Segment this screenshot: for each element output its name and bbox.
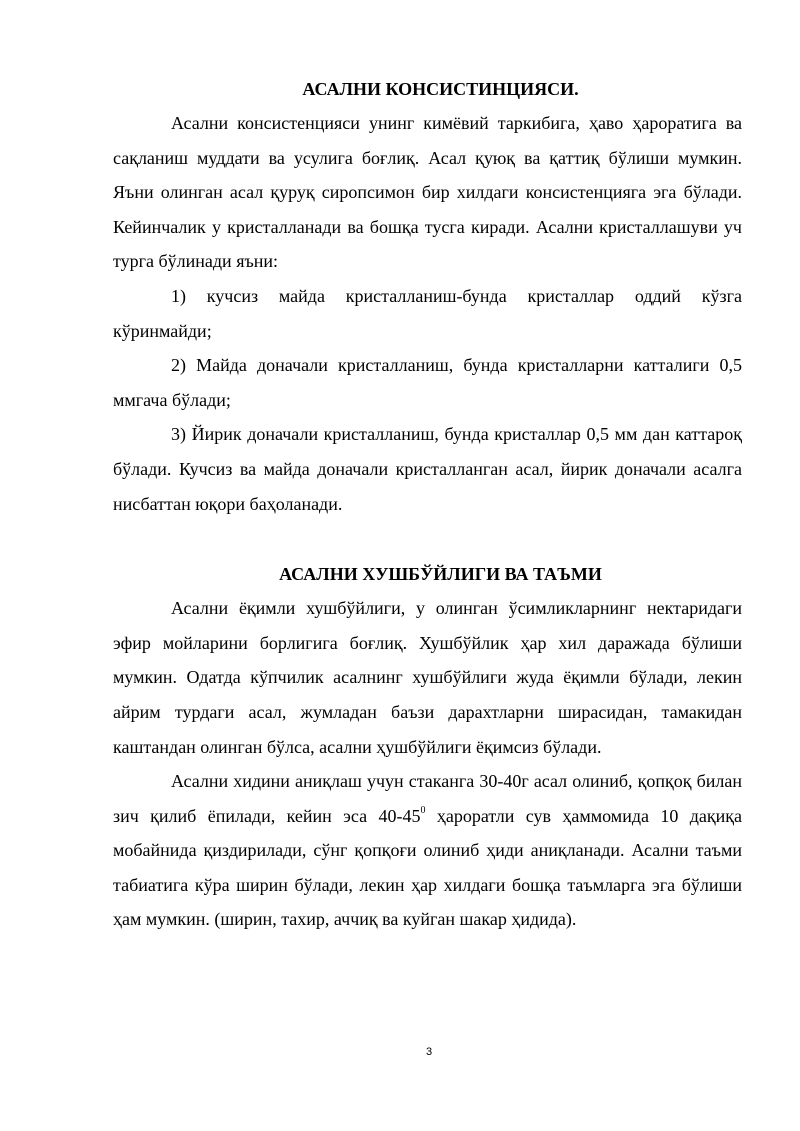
paragraph: Асални консистенцияси унинг кимёвий таркибига, ҳаво ҳароратига ва сақланиш муддати ва усулига боғлиқ. Асал қуюқ ва қаттиқ бўлиши мумкин. Яъни олинган асал қуруқ сиропсимон бир хилдаги консистенцияга эга бўлади. Кейинчалик у кристалланади ва бошқа тусга киради. Асални кристаллашуви уч турга бўлинади яъни: — [113, 113, 742, 272]
document-page — [113, 72, 742, 937]
paragraph: Асални ёқимли хушбўйлиги, у олинган ўсимликларнинг нектаридаги эфир мойларини борлигига боғлиқ. Хушбўйлик ҳар хил даражада бўлиши мумкин. Одатда кўпчилик асалнинг хушбўйлиги жуда ёқимли бўлади, лекин айрим турдаги асал, жумладан баъзи дарахтларни ширасидан, тамакидан каштандан олинган бўлса, асални ҳушбўйлиги ёқимсиз бўлади. — [113, 598, 742, 757]
list-item: 1) кучсиз майда кристалланиш-бунда кристаллар оддий кўзга кўринмайди; — [113, 285, 742, 341]
section-title-aroma-taste: АСАЛНИ ХУШБЎЙЛИГИ ВА ТАЪМИ — [279, 564, 602, 585]
text-run: ҳароратли сув ҳаммомида 10 дақиқа мобайнида қиздирилади, сўнг қопқоғи олиниб ҳиди аниқланади. Асални таъми табиатига кўра ширин бўлади, лекин ҳар хилдаги бошқа таъмларга эга бўлиши ҳам мумкин. (ширин, тахир, аччиқ ва куйган шакар ҳидида). — [113, 805, 742, 930]
text-run: Асални хидини аниқлаш учун стаканга 30-40г асал олиниб, қопқоқ билан зич қилиб ёпилади, кейин эса 40-45 — [113, 771, 742, 826]
list-item: 3) Йирик доначали кристалланиш, бунда кристаллар 0,5 мм дан каттароқ бўлади. Кучсиз ва майда доначали кристалланган асал, йирик доначали асалга нисбаттан юқори баҳоланади. — [113, 424, 742, 514]
section-title-consistency: АСАЛНИ КОНСИСТИНЦИЯСИ. — [302, 79, 579, 99]
page-number: 3 — [425, 1046, 433, 1058]
list-item: 2) Майда доначали кристалланиш, бунда кристалларни катталиги 0,5 ммгача бўлади; — [113, 355, 742, 410]
degree-superscript: 0 — [420, 804, 426, 816]
paragraph — [113, 764, 742, 937]
